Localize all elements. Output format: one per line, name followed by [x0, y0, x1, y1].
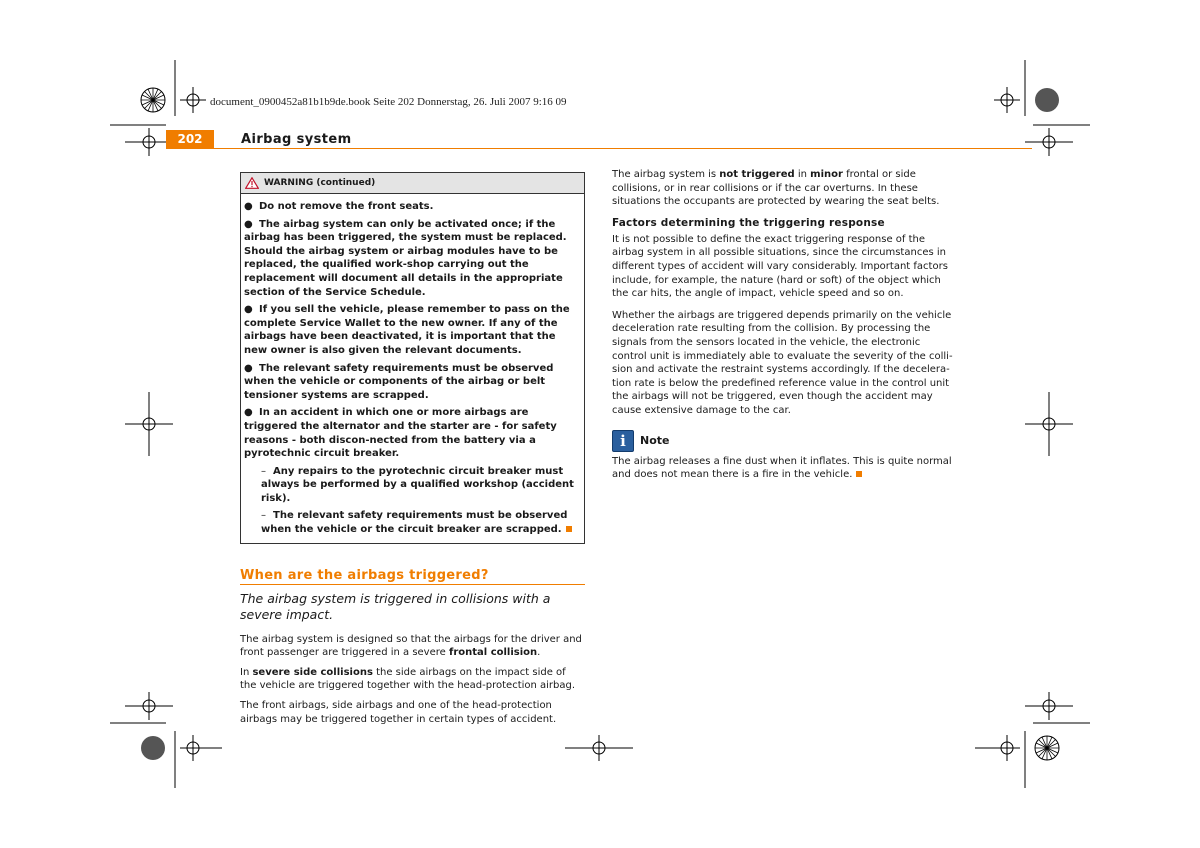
left-column [240, 172, 585, 732]
warning-body [241, 194, 584, 543]
print-slug: document_0900452a81b1b9de.book Seite 202 Donnerstag, 26. Juli 2007 9:16 09 [210, 96, 567, 108]
registration-mark-top-left [180, 87, 206, 113]
warning-item: ● Do not remove the front seats. [244, 201, 434, 212]
warning-box [240, 172, 585, 544]
star-target-bottom-right [1035, 736, 1059, 760]
warning-item: ● If you sell the vehicle, please remember to pass on the complete Service Wallet to the new owner. If any of the airbags have been deactivated, it is important that the new owner is also given the relevant documents. [244, 304, 570, 356]
dash-icon: – [261, 465, 266, 477]
warning-item: ● The airbag system can only be activated once; if the airbag has been triggered, the system must be replaced. Should the airbag system or airbag modules have to be replaced, the qualified work-shop carrying out the replacement will document all details in the appropriate section of the Service Schedule. [244, 218, 567, 298]
registration-mark-top-right [994, 87, 1020, 113]
registration-mark-bottom-center [565, 735, 633, 761]
registration-mark-right-upper [1025, 128, 1073, 156]
page-title: Airbag system [241, 132, 352, 147]
note-header [612, 430, 957, 452]
registration-mark-left-lower [125, 692, 173, 720]
bullet-icon: ● [244, 218, 253, 230]
subheading: Factors determining the triggering response [612, 216, 885, 229]
registration-mark-right-lower [1025, 692, 1073, 720]
bullet-icon: ● [244, 201, 253, 212]
dash-icon: – [261, 510, 266, 522]
paragraph: It is not possible to define the exact triggering response of the airbag system in all possible situations, since the circumstances in different types of accident will vary considerably. Important factors include, for example, the nature (hard or soft) of the object which the car hits, the angle of impact, vehicle speed and so on. [612, 233, 948, 300]
registration-mark-right-middle [1025, 392, 1073, 456]
bullet-icon: ● [244, 362, 253, 374]
paragraph: The front airbags, side airbags and one of the head-protection airbags may be triggered together in certain types of accident. [240, 700, 557, 725]
gray-target-top-right [1035, 88, 1059, 112]
warning-item: ● The relevant safety requirements must be observed when the vehicle or components of the airbag or belt tensioner systems are scrapped. [244, 362, 554, 401]
bullet-icon: ● [244, 304, 253, 316]
note-text: The airbag releases a fine dust when it inflates. This is quite normal and does not mean there is a fire in the vehicle. [612, 455, 952, 481]
warning-header [241, 173, 584, 194]
warning-item: ● In an accident in which one or more airbags are triggered the alternator and the starter are - for safety reasons - both discon-nected from the battery via a pyrotechnic circuit breaker. [244, 407, 557, 460]
page-number: 202 [166, 130, 214, 149]
note-title: Note [640, 434, 670, 447]
paragraph: The airbag system is designed so that the airbags for the driver and front passenger are triggered in a severe frontal collision. [240, 633, 582, 659]
paragraph: Whether the airbags are triggered depends primarily on the vehicle deceleration rate resulting from the collision. By processing the signals from the sensors located in the vehicle, the electronic control unit is immediately able to evaluate the severity of the colli-sion and activate the restraint systems accordingly. If the decelera-tion rate is below the predefined reference value in the control unit the airbags will not be triggered, even though the accident may cause extensive damage to the car. [612, 309, 953, 416]
registration-mark-bottom-left [180, 735, 222, 761]
info-icon: i [612, 430, 634, 452]
header-rule [166, 148, 1032, 149]
star-target-top-left [141, 88, 165, 112]
bullet-icon: ● [244, 407, 253, 419]
warning-subitem: – Any repairs to the pyrotechnic circuit breaker must always be performed by a qualified workshop (accident risk). [261, 465, 574, 504]
paragraph: The airbag system is not triggered in minor frontal or side collisions, or in rear collisions or if the car overturns. In these situations the occupants are protected by wearing the seat belts. [612, 169, 940, 208]
paragraph: In severe side collisions the side airbags on the impact side of the vehicle are triggered together with the head-protection airbag. [240, 666, 576, 692]
right-column [612, 168, 957, 488]
end-marker-icon [856, 471, 862, 477]
end-marker-icon [566, 526, 572, 532]
warning-triangle-icon [245, 177, 259, 189]
registration-mark-left-middle [125, 392, 173, 456]
registration-mark-bottom-right [975, 735, 1020, 761]
gray-target-bottom-left [141, 736, 165, 760]
section-lead: The airbag system is triggered in collisions with a severe impact. [240, 590, 551, 622]
warning-heading: WARNING (continued) [264, 178, 376, 188]
section-heading: When are the airbags triggered? [240, 568, 585, 585]
warning-subitem: – The relevant safety requirements must be observed when the vehicle or the circuit breaker are scrapped. [261, 509, 581, 536]
